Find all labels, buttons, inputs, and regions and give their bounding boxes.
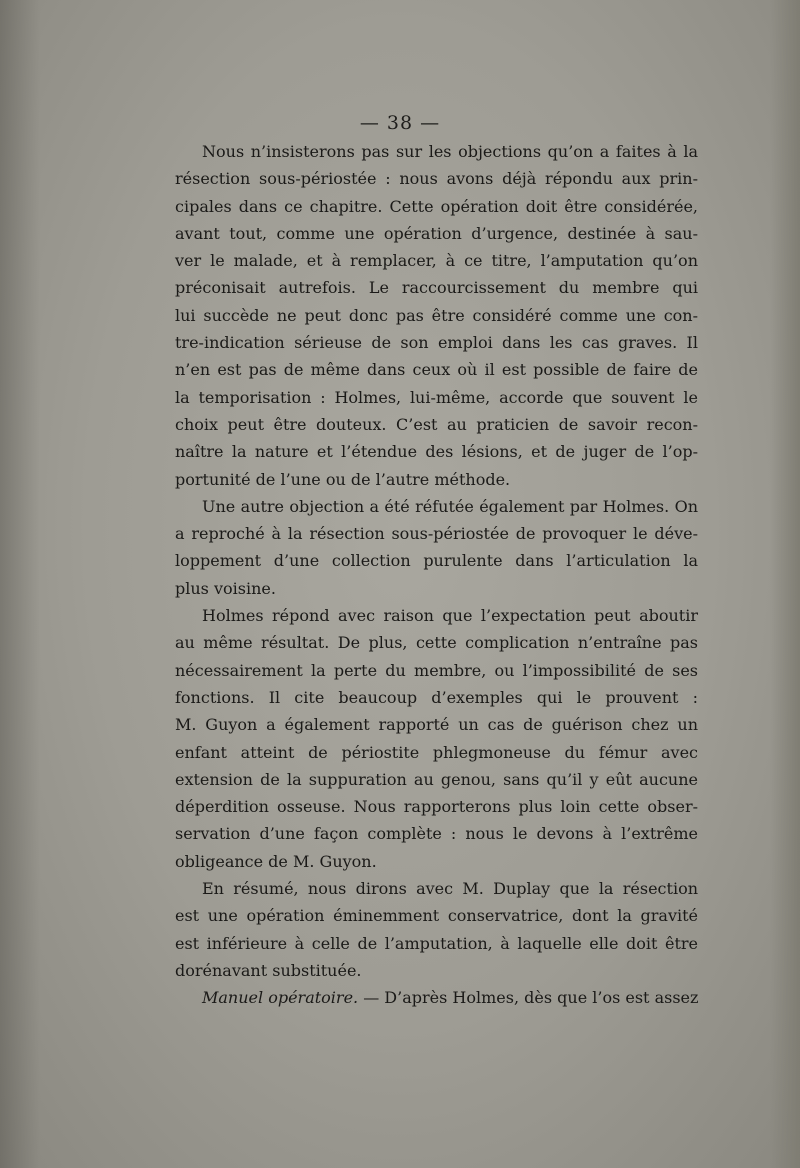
text-line: résection sous-périostée : nous avons déjà répondu aux prin- <box>175 169 698 189</box>
text-line: portunité de l’une ou de l’autre méthode. <box>175 469 511 489</box>
section-text: — D’après Holmes, dès que l’os est assez <box>358 988 699 1008</box>
text-line: préconisait autrefois. Le raccourcissement du membre qui <box>175 278 698 298</box>
text-line: est une opération éminemment conservatrice, dont la gravité <box>175 906 698 926</box>
text-line: au même résultat. De plus, cette complication n’entraîne pas <box>175 633 698 653</box>
text-line: loppement d’une collection purulente dans l’articulation la <box>175 551 698 571</box>
text-line: avant tout, comme une opération d’urgence, destinée à sau- <box>175 223 698 243</box>
text-line: a reproché à la résection sous-périostée de provoquer le déve- <box>175 524 698 544</box>
text-line-final <box>175 984 698 1011</box>
section-heading-italic: Manuel opératoire. <box>202 988 359 1008</box>
text-line: plus voisine. <box>175 578 276 598</box>
text-line: M. Guyon a également rapporté un cas de guérison chez un <box>175 715 698 735</box>
page-number: — 38 — <box>359 112 441 134</box>
text-line: est inférieure à celle de l’amputation, à laquelle elle doit être <box>175 933 698 953</box>
text-line: fonctions. Il cite beaucoup d’exemples qui le prouvent : <box>175 687 698 707</box>
text-line: extension de la suppuration au genou, sans qu’il y eût aucune <box>175 769 698 789</box>
text-line: obligeance de M. Guyon. <box>175 851 377 871</box>
body-text <box>175 138 698 1012</box>
text-line: ver le malade, et à remplacer, à ce titre, l’amputation qu’on <box>175 251 698 271</box>
text-line: cipales dans ce chapitre. Cette opération doit être considérée, <box>175 196 698 216</box>
text-line: déperdition osseuse. Nous rapporterons plus loin cette obser- <box>175 797 698 817</box>
page-shadow-left <box>0 0 40 1168</box>
text-line: dorénavant substituée. <box>175 960 362 980</box>
text-line: naître la nature et l’étendue des lésions, et de juger de l’op- <box>175 442 698 462</box>
text-line: Nous n’insisterons pas sur les objections qu’on a faites à la <box>202 142 698 161</box>
text-line: nécessairement la perte du membre, ou l’impossibilité de ses <box>175 660 698 680</box>
text-line: tre-indication sérieuse de son emploi dans les cas graves. Il <box>175 333 698 353</box>
text-line: Holmes répond avec raison que l’expectation peut aboutir <box>202 606 698 626</box>
text-line: servation d’une façon complète : nous le devons à l’extrême <box>175 824 698 844</box>
text-line: la temporisation : Holmes, lui-même, accorde que souvent le <box>175 387 698 407</box>
text-line: enfant atteint de périostite phlegmoneuse du fémur avec <box>175 742 698 762</box>
page-shadow-right <box>770 0 800 1168</box>
text-line: n’en est pas de même dans ceux où il est possible de faire de <box>175 360 698 380</box>
text-line: choix peut être douteux. C’est au praticien de savoir recon- <box>175 414 698 434</box>
text-line: Une autre objection a été réfutée également par Holmes. On <box>202 496 698 516</box>
text-line: lui succède ne peut donc pas être considéré comme une con- <box>175 305 698 325</box>
text-line: En résumé, nous dirons avec M. Duplay que la résection <box>202 879 698 899</box>
